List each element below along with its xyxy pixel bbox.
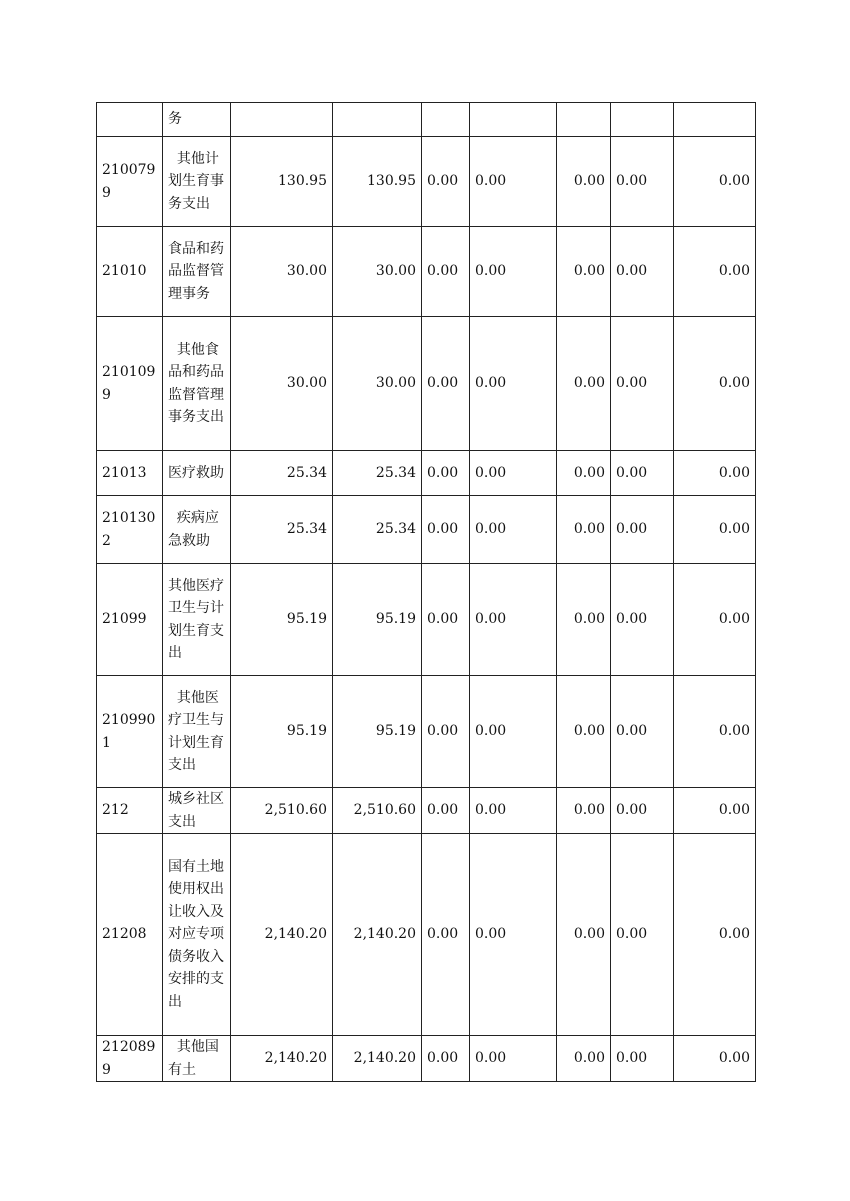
- total-value: 25.34: [231, 496, 333, 564]
- table-row: [97, 564, 756, 676]
- value-7: 0.00: [674, 564, 756, 676]
- subject-name: 其他计划生育事务支出: [163, 137, 231, 227]
- value-5: 0.00: [557, 1036, 611, 1082]
- value-7: 0.00: [674, 788, 756, 834]
- value-4: 0.00: [470, 834, 557, 1036]
- value-4: 0.00: [470, 317, 557, 451]
- value-5: 0.00: [557, 676, 611, 788]
- value-7: 0.00: [674, 1036, 756, 1082]
- value-5: 0.00: [557, 137, 611, 227]
- table-row: [97, 103, 756, 137]
- total-value: 30.00: [231, 227, 333, 317]
- table-row: [97, 227, 756, 317]
- subject-name: 医疗救助: [163, 451, 231, 496]
- subject-code: 21010: [97, 227, 163, 317]
- subject-name: 其他国有土: [163, 1036, 231, 1082]
- value-6: [611, 103, 674, 137]
- subject-name: 食品和药品监督管理事务: [163, 227, 231, 317]
- basic-expenditure-value: [333, 103, 422, 137]
- subject-code: 2101099: [97, 317, 163, 451]
- basic-expenditure-value: 130.95: [333, 137, 422, 227]
- table-row: [97, 834, 756, 1036]
- value-6: 0.00: [611, 317, 674, 451]
- total-value: [231, 103, 333, 137]
- value-5: 0.00: [557, 317, 611, 451]
- value-7: 0.00: [674, 227, 756, 317]
- subject-name: 城乡社区支出: [163, 788, 231, 834]
- subject-code: 21013: [97, 451, 163, 496]
- value-7: 0.00: [674, 676, 756, 788]
- subject-name: 务: [163, 103, 231, 137]
- value-6: 0.00: [611, 227, 674, 317]
- value-3: 0.00: [422, 788, 470, 834]
- subject-code: 2101302: [97, 496, 163, 564]
- value-6: 0.00: [611, 676, 674, 788]
- value-4: [470, 103, 557, 137]
- basic-expenditure-value: 2,140.20: [333, 834, 422, 1036]
- value-3: 0.00: [422, 451, 470, 496]
- value-7: 0.00: [674, 137, 756, 227]
- basic-expenditure-value: 2,140.20: [333, 1036, 422, 1082]
- subject-name: 其他医疗卫生与计划生育支出: [163, 564, 231, 676]
- total-value: 2,140.20: [231, 1036, 333, 1082]
- value-3: 0.00: [422, 564, 470, 676]
- value-6: 0.00: [611, 137, 674, 227]
- value-5: 0.00: [557, 227, 611, 317]
- value-3: 0.00: [422, 227, 470, 317]
- value-6: 0.00: [611, 834, 674, 1036]
- basic-expenditure-value: 30.00: [333, 227, 422, 317]
- table-row: [97, 317, 756, 451]
- value-4: 0.00: [470, 676, 557, 788]
- total-value: 2,140.20: [231, 834, 333, 1036]
- value-6: 0.00: [611, 1036, 674, 1082]
- value-3: [422, 103, 470, 137]
- subject-name: 国有土地使用权出让收入及对应专项债务收入安排的支出: [163, 834, 231, 1036]
- basic-expenditure-value: 25.34: [333, 451, 422, 496]
- value-5: 0.00: [557, 564, 611, 676]
- value-7: 0.00: [674, 317, 756, 451]
- total-value: 25.34: [231, 451, 333, 496]
- basic-expenditure-value: 95.19: [333, 676, 422, 788]
- subject-code: 2120899: [97, 1036, 163, 1082]
- value-3: 0.00: [422, 1036, 470, 1082]
- subject-code: 21099: [97, 564, 163, 676]
- value-5: 0.00: [557, 451, 611, 496]
- value-6: 0.00: [611, 496, 674, 564]
- basic-expenditure-value: 2,510.60: [333, 788, 422, 834]
- value-6: 0.00: [611, 788, 674, 834]
- value-5: 0.00: [557, 834, 611, 1036]
- subject-name: 其他医疗卫生与计划生育支出: [163, 676, 231, 788]
- value-3: 0.00: [422, 317, 470, 451]
- table-row: [97, 788, 756, 834]
- value-4: 0.00: [470, 788, 557, 834]
- subject-code: 2109901: [97, 676, 163, 788]
- value-7: 0.00: [674, 496, 756, 564]
- table-row: [97, 451, 756, 496]
- subject-code: 2100799: [97, 137, 163, 227]
- value-4: 0.00: [470, 496, 557, 564]
- subject-name: 疾病应急救助: [163, 496, 231, 564]
- value-6: 0.00: [611, 564, 674, 676]
- value-4: 0.00: [470, 227, 557, 317]
- total-value: 95.19: [231, 676, 333, 788]
- basic-expenditure-value: 30.00: [333, 317, 422, 451]
- value-3: 0.00: [422, 834, 470, 1036]
- value-5: 0.00: [557, 788, 611, 834]
- value-4: 0.00: [470, 451, 557, 496]
- value-7: [674, 103, 756, 137]
- basic-expenditure-value: 25.34: [333, 496, 422, 564]
- value-7: 0.00: [674, 451, 756, 496]
- value-5: 0.00: [557, 496, 611, 564]
- expenditure-table: [96, 102, 756, 1082]
- value-3: 0.00: [422, 676, 470, 788]
- value-7: 0.00: [674, 834, 756, 1036]
- total-value: 95.19: [231, 564, 333, 676]
- total-value: 2,510.60: [231, 788, 333, 834]
- basic-expenditure-value: 95.19: [333, 564, 422, 676]
- subject-name: 其他食品和药品监督管理事务支出: [163, 317, 231, 451]
- value-4: 0.00: [470, 1036, 557, 1082]
- value-3: 0.00: [422, 496, 470, 564]
- value-6: 0.00: [611, 451, 674, 496]
- value-5: [557, 103, 611, 137]
- subject-code: [97, 103, 163, 137]
- value-4: 0.00: [470, 137, 557, 227]
- subject-code: 212: [97, 788, 163, 834]
- table-row: [97, 676, 756, 788]
- value-3: 0.00: [422, 137, 470, 227]
- value-4: 0.00: [470, 564, 557, 676]
- total-value: 130.95: [231, 137, 333, 227]
- total-value: 30.00: [231, 317, 333, 451]
- subject-code: 21208: [97, 834, 163, 1036]
- table-row: [97, 137, 756, 227]
- table-row: [97, 1036, 756, 1082]
- table-row: [97, 496, 756, 564]
